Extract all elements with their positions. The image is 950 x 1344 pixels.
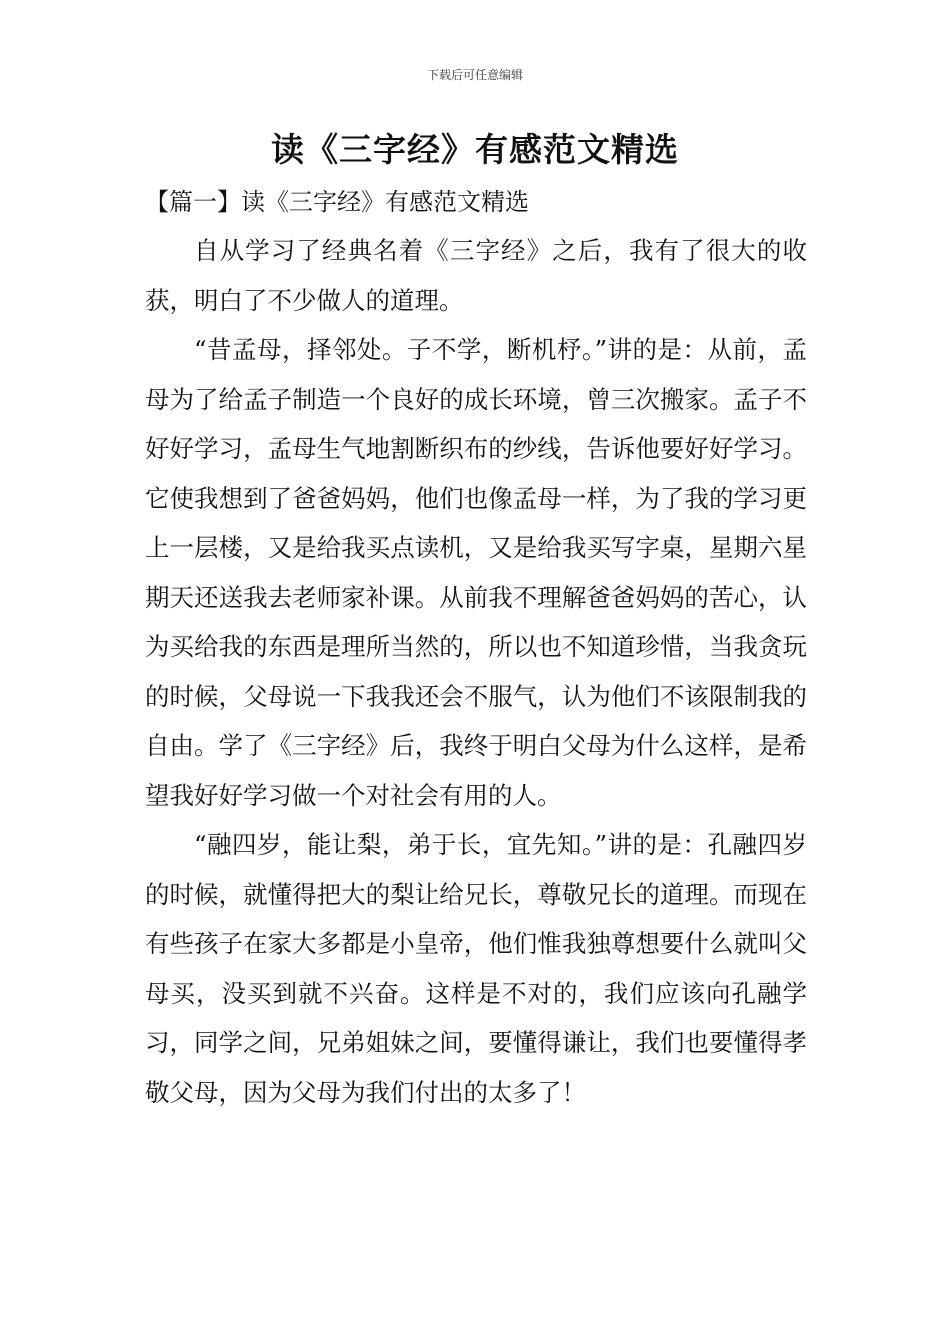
paragraph: 自从学习了经典名着《三字经》之后，我有了很大的收获，明白了不少做人的道理。 <box>145 236 807 315</box>
paragraph: “昔孟母，择邻处。子不学，断机杼。”讲的是：从前，孟母为了给孟子制造一个良好的成长环境，曾三次搬家。孟子不好好学习，孟母生气地割断织布的纱线，告诉他要好好学习。它使我想到了爸爸妈妈，他们也像孟母一样，为了我的学习更上一层楼，又是给我买点读机，又是给我买写字桌，星期六星期天还送我去老师家补课。从前我不理解爸爸妈妈的苦心，认为买给我的东西是理所当然的，所以也不知道珍惜，当我贪玩的时候，父母说一下我我还会不服气，认为他们不该限制我的自由。学了《三字经》后，我终于明白父母为什么这样，是希望我好好学习做一个对社会有用的人。 <box>145 335 807 810</box>
document-body <box>145 226 807 1117</box>
section-heading: 【篇一】读《三字经》有感范文精选 <box>145 188 529 216</box>
document-title: 读《三字经》有感范文精选 <box>271 130 679 169</box>
paragraph: “融四岁，能让梨，弟于长，宜先知。”讲的是：孔融四岁的时候，就懂得把大的梨让给兄长，尊敬兄长的道理。而现在有些孩子在家大多都是小皇帝，他们惟我独尊想要什么就叫父母买，没买到就不兴奋。这样是不对的，我们应该向孔融学习，同学之间，兄弟姐妹之间，要懂得谦让，我们也要懂得孝敬父母，因为父母为我们付出的太多了！ <box>145 830 807 1107</box>
page-header-note: 下载后可任意编辑 <box>426 68 523 82</box>
